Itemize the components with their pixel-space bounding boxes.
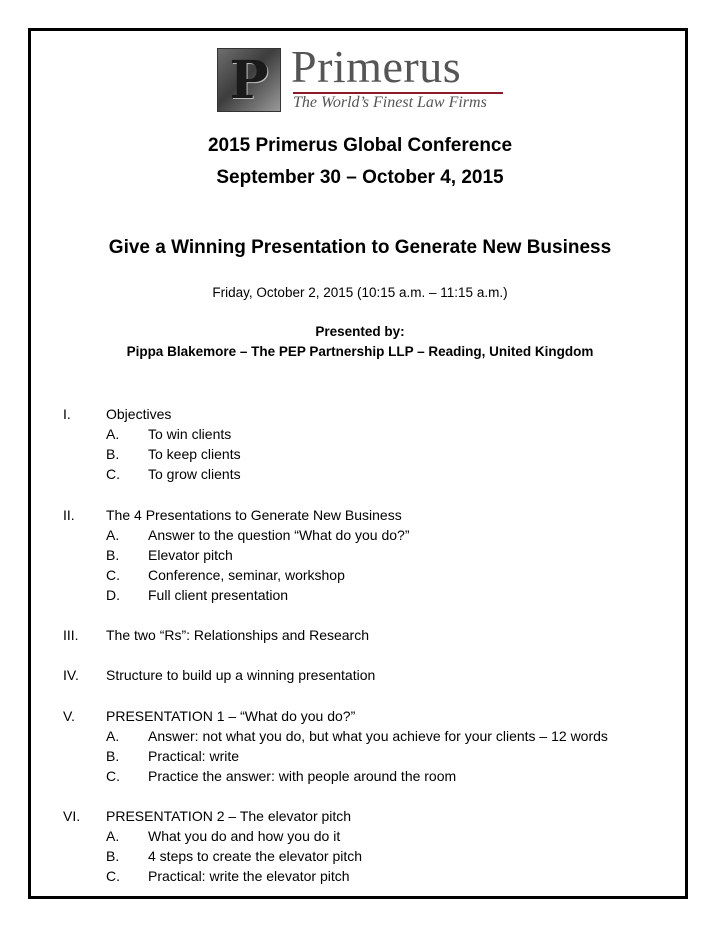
conference-title: 2015 Primerus Global Conference (207, 135, 513, 156)
primerus-logo (217, 41, 507, 116)
logo-tagline: The World’s Finest Law Firms (293, 94, 487, 111)
item-letter: B. (106, 848, 120, 865)
session-title: Give a Winning Presentation to Generate New Business (108, 237, 612, 258)
section-numeral: I. (63, 406, 71, 422)
section-numeral: V. (63, 707, 75, 724)
section-numeral: III. (63, 627, 79, 644)
item-letter: D. (106, 586, 120, 603)
item-text: Answer to the question “What do you do?” (148, 526, 410, 543)
section-numeral: VI. (63, 808, 81, 824)
item-text: To grow clients (148, 466, 241, 483)
item-letter: B. (106, 446, 120, 463)
item-letter: A. (106, 727, 120, 744)
section-heading: PRESENTATION 1 – “What do you do?” (106, 707, 356, 724)
item-letter: C. (106, 466, 120, 483)
item-letter: C. (106, 767, 120, 784)
item-text: What you do and how you do it (148, 828, 341, 845)
presenter: Pippa Blakemore – The PEP Partnership LLP – Reading, United Kingdom (126, 344, 594, 359)
item-letter: A. (106, 828, 120, 845)
item-letter: B. (106, 747, 120, 764)
section-heading: The 4 Presentations to Generate New Business (106, 506, 402, 523)
session-time: Friday, October 2, 2015 (10:15 a.m. – 11:15 a.m.) (212, 285, 508, 300)
item-text: Conference, seminar, workshop (148, 566, 345, 583)
item-text: Practice the answer: with people around the room (148, 767, 457, 784)
section-heading: Structure to build up a winning presentation (106, 667, 376, 684)
section-heading: Objectives (106, 406, 172, 422)
section-numeral: II. (63, 506, 75, 523)
section-heading: PRESENTATION 2 – The elevator pitch (106, 808, 352, 824)
presented-by-label: Presented by: (315, 324, 405, 339)
item-text: 4 steps to create the elevator pitch (148, 848, 363, 865)
item-text: To keep clients (148, 446, 241, 463)
item-text: Full client presentation (148, 586, 289, 603)
item-letter: B. (106, 546, 120, 563)
item-text: Elevator pitch (148, 546, 233, 563)
logo-name: Primerus (291, 41, 462, 92)
section-numeral: IV. (63, 667, 79, 684)
conference-dates: September 30 – October 4, 2015 (216, 167, 504, 188)
item-letter: C. (106, 566, 120, 583)
section-heading: The two “Rs”: Relationships and Research (106, 627, 370, 644)
item-letter: A. (106, 426, 120, 443)
item-text: Practical: write the elevator pitch (148, 868, 350, 885)
logo-mark (217, 48, 281, 112)
logo-mark-letter: P (229, 49, 269, 111)
item-text: To win clients (148, 426, 232, 443)
item-letter: A. (106, 526, 120, 543)
item-text: Answer: not what you do, but what you achieve for your clients – 12 words (148, 727, 608, 744)
item-text: Practical: write (148, 747, 240, 764)
item-letter: C. (106, 868, 120, 885)
